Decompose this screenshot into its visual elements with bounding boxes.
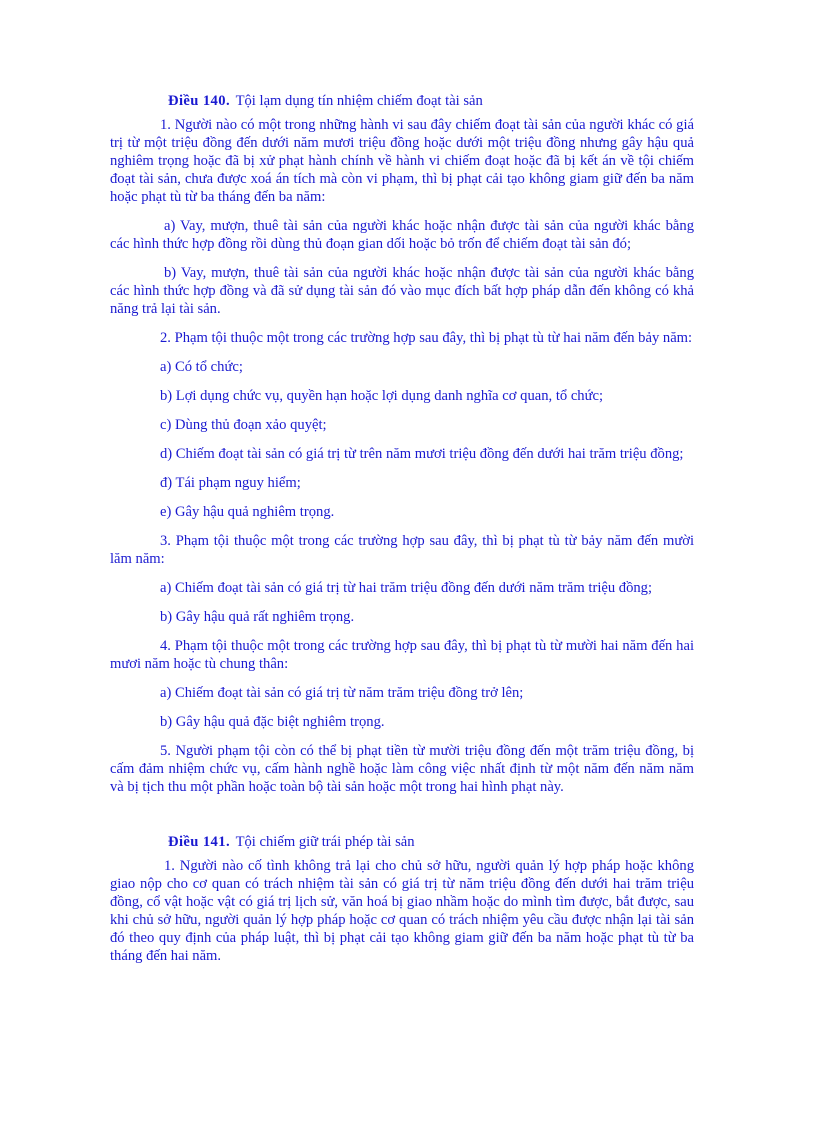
article-140-clause-3: 3. Phạm tội thuộc một trong các trường hợp sau đây, thì bị phạt tù từ bảy năm đến mười lăm năm: bbox=[110, 533, 694, 567]
article-141-title: Tội chiếm giữ trái phép tài sản bbox=[235, 834, 415, 850]
article-140-clause-2c: c) Dùng thủ đoạn xảo quyệt; bbox=[160, 417, 327, 433]
article-spacer bbox=[110, 807, 694, 833]
article-140-clause-4: 4. Phạm tội thuộc một trong các trường hợp sau đây, thì bị phạt tù từ mười hai năm đến hai mươi năm hoặc tù chung thân: bbox=[110, 638, 694, 672]
article-140-clause-3a: a) Chiếm đoạt tài sản có giá trị từ hai trăm triệu đồng đến dưới năm trăm triệu đồng; bbox=[160, 580, 653, 596]
article-140-clause-1: 1. Người nào có một trong những hành vi sau đây chiếm đoạt tài sản của người khác có giá trị từ một triệu đồng đến dưới năm mươi triệu đồng hoặc dưới một triệu đồng nhưng gây hậu quả nghiêm trọng hoặc đã bị xử phạt hành chính về hành vi chiếm đoạt hoặc đã bị kết án về tội chiếm đoạt tài sản, chưa được xoá án tích mà còn vi phạm, thì bị phạt cải tạo không giam giữ đến ba năm hoặc phạt tù từ ba tháng đến ba năm: bbox=[110, 117, 694, 205]
article-140-clause-1b: b) Vay, mượn, thuê tài sản của người khác hoặc nhận được tài sản của người khác bằng các hình thức hợp đồng và đã sử dụng tài sản đó vào mục đích bất hợp pháp dẫn đến không có khả năng trả lại tài sản. bbox=[110, 265, 694, 317]
article-140-clause-4b: b) Gây hậu quả đặc biệt nghiêm trọng. bbox=[160, 714, 385, 730]
article-141-clause-1: 1. Người nào cố tình không trả lại cho chủ sở hữu, người quản lý hợp pháp hoặc không giao nộp cho cơ quan có trách nhiệm tài sản có giá trị từ năm triệu đồng đến dưới hai trăm triệu đồng, cổ vật hoặc vật có giá trị lịch sử, văn hoá bị giao nhầm hoặc do mình tìm được, bắt được, sau khi chủ sở hữu, người quản lý hợp pháp hoặc cơ quan có trách nhiệm yêu cầu được nhận lại tài sản đó theo quy định của pháp luật, thì bị phạt cải tạo không giam giữ đến ba năm hoặc phạt tù từ ba tháng đến hai năm. bbox=[110, 858, 694, 964]
article-140-clause-2e: e) Gây hậu quả nghiêm trọng. bbox=[160, 504, 335, 520]
article-140-clause-4a: a) Chiếm đoạt tài sản có giá trị từ năm trăm triệu đồng trở lên; bbox=[160, 685, 524, 701]
article-140-clause-2: 2. Phạm tội thuộc một trong các trường hợp sau đây, thì bị phạt tù từ hai năm đến bảy năm: bbox=[160, 330, 693, 346]
article-141-number: Điều 141 bbox=[168, 834, 226, 850]
article-140-clause-5: 5. Người phạm tội còn có thể bị phạt tiền từ mười triệu đồng đến một trăm triệu đồng, bị cấm đảm nhiệm chức vụ, cấm hành nghề hoặc làm công việc nhất định từ một năm đến năm năm và bị tịch thu một phần hoặc toàn bộ tài sản hoặc một trong hai hình phạt này. bbox=[110, 743, 694, 795]
document-page bbox=[110, 92, 694, 976]
article-140-clause-2d: d) Chiếm đoạt tài sản có giá trị từ trên năm mươi triệu đồng đến dưới hai trăm triệu đồng; bbox=[160, 446, 684, 462]
article-140-clause-2b: b) Lợi dụng chức vụ, quyền hạn hoặc lợi dụng danh nghĩa cơ quan, tổ chức; bbox=[160, 388, 604, 404]
article-141-heading: Điều 141. Tội chiếm giữ trái phép tài sản bbox=[168, 834, 415, 850]
article-140-clause-2a: a) Có tổ chức; bbox=[160, 359, 243, 375]
article-140-heading: Điều 140. Tội lạm dụng tín nhiệm chiếm đoạt tài sản bbox=[168, 93, 483, 109]
article-140-clause-2dd: đ) Tái phạm nguy hiểm; bbox=[160, 475, 301, 491]
article-140-clause-3b: b) Gây hậu quả rất nghiêm trọng. bbox=[160, 609, 355, 625]
article-140-title: Tội lạm dụng tín nhiệm chiếm đoạt tài sản bbox=[235, 93, 483, 109]
article-140-number: Điều 140 bbox=[168, 93, 226, 109]
article-140-clause-1a: a) Vay, mượn, thuê tài sản của người khác hoặc nhận được tài sản của người khác bằng các hình thức hợp đồng rồi dùng thủ đoạn gian dối hoặc bỏ trốn để chiếm đoạt tài sản đó; bbox=[110, 218, 694, 252]
